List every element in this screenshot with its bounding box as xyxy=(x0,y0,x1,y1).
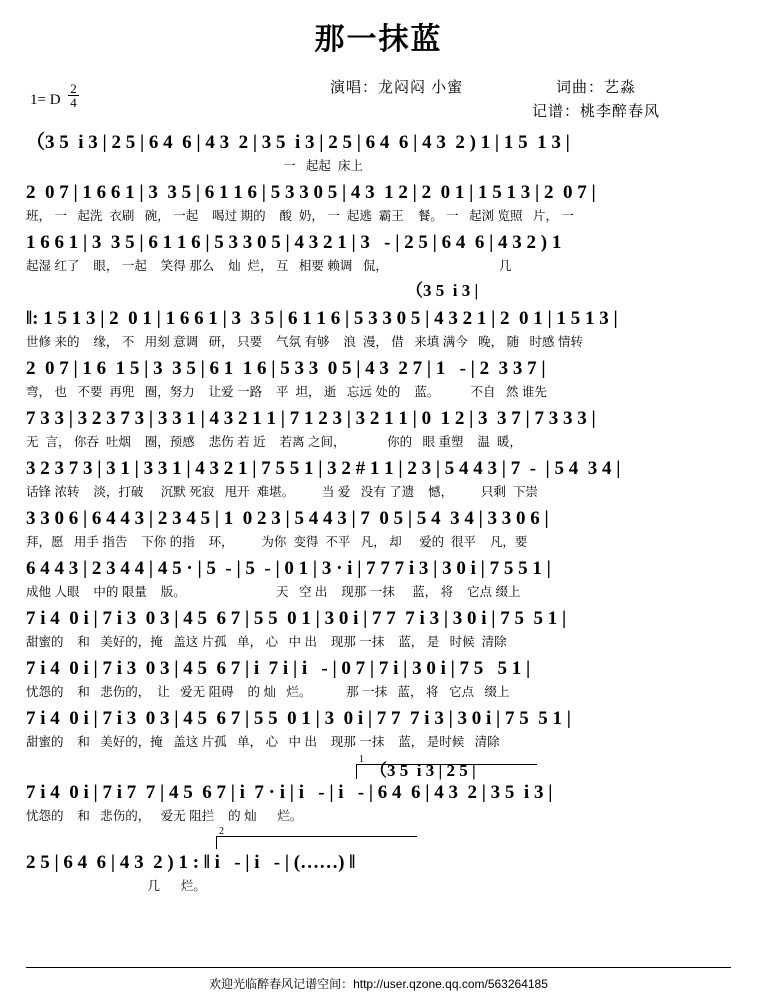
system-row-3 xyxy=(26,230,731,276)
interlude-notation-2: （3 5 i 3 | 2 5 | xyxy=(370,761,476,780)
system-row-5 xyxy=(26,356,731,402)
notation-line: （3 5 i 3 | 2 5 | 6 4 6 | 4 3 2 | 3 5 i 3 | 2 5 | 6 4 6 | 4 3 2 ) 1 | 1 5 1 3 | xyxy=(26,132,570,153)
notation-line: 7 i 4 0 i | 7 i 3 0 3 | 4 5 6 7 | 5 5 0 1 | 3 0 i | 7 7 7 i 3 | 3 0 i | 7 5 5 1 | xyxy=(26,708,571,729)
ending-2-row xyxy=(26,826,731,896)
lyric-line: 忧怨的 和 悲伤的， 爱无 阻拦 的 灿 烂。 xyxy=(26,809,303,823)
system-row-9 xyxy=(26,556,731,602)
notation-line: 7 i 4 0 i | 7 i 3 0 3 | 4 5 6 7 | i 7 i | i - | 0 7 | 7 i | 3 0 i | 7 5 5 1 | xyxy=(26,658,531,679)
system-row-11 xyxy=(26,656,731,702)
page-title: 那一抹蓝 xyxy=(314,23,443,56)
time-signature-numerator: 2 xyxy=(70,81,77,96)
lyric-line: 忧怨的 和 悲伤的， 让 爱无 阻碍 的 灿 烂。 那 一抹 蓝， 将 它点 缀上 xyxy=(26,685,510,699)
lyric-line: 班， 一 起洗 衣刷 碗， 一起 喝过 期的 酸 奶， 一 起逃 霸王 餐。 一 起浏 览照 片， 一 xyxy=(26,209,574,223)
notation-line: 7 i 4 0 i | 7 i 3 0 3 | 4 5 6 7 | 5 5 0 1 | 3 0 i | 7 7 7 i 3 | 3 0 i | 7 5 5 1 | xyxy=(26,608,567,629)
ending-1-row xyxy=(26,754,731,826)
notation-line: 3 2 3 7 3 | 3 1 | 3 3 1 | 4 3 2 1 | 7 5 5 1 | 3 2 # 1 1 | 2 3 | 5 4 4 3 | 7 - | 5 4 3 4 | xyxy=(26,458,621,479)
notation-line: 2 0 7 | 1 6 1 5 | 3 3 5 | 6 1 1 6 | 5 3 3 0 5 | 4 3 2 7 | 1 - | 2 3 3 7 | xyxy=(26,358,546,379)
lyric-line: 甜蜜的 和 美好的，掩 盖这 片孤 单， 心 中 出 现那 一抹 蓝， 是时候 清除 xyxy=(26,735,500,749)
notation-line: 1 6 6 1 | 3 3 5 | 6 1 1 6 | 5 3 3 0 5 | 4 3 2 1 | 3 - | 2 5 | 6 4 6 | 4 3 2 ) 1 xyxy=(26,232,562,253)
sheet-music-page xyxy=(0,14,757,1006)
system-row-8 xyxy=(26,506,731,552)
system-row-12 xyxy=(26,706,731,752)
lyric-line: 话锋 浓转 淡，打破 沉默 死寂 甩开 难堪。 当 爱 没有 了遗 憾， 只剩 下崇 xyxy=(26,485,538,499)
lyric-line: 起湿 红了 眼， 一起 笑得 那么 灿 烂， 互 相要 赖调 侃， 几 xyxy=(26,259,512,273)
lyric-line: 几 烂。 xyxy=(26,879,206,893)
notation-line: 3 3 0 6 | 6 4 4 3 | 2 3 4 5 | 1 0 2 3 | 5 4 4 3 | 7 0 5 | 5 4 3 4 | 3 3 0 6 | xyxy=(26,508,549,529)
system-row-10 xyxy=(26,606,731,652)
notation-line: 2 5 | 6 4 6 | 4 3 2 ) 1 : ‖ i - | i - | (……) ‖ xyxy=(26,852,356,873)
singer-credit: 演唱：龙闷闷 小蜜 xyxy=(330,79,464,96)
lyric-line: 弯， 也 不要 再兜 圈，努力 让爱 一路 平 坦， 逝 忘远 处的 蓝。 不自 然 谁先 xyxy=(26,385,547,399)
notation-line: 7 i 4 0 i | 7 i 7 7 | 4 5 6 7 | i 7 · i | i - | i - | 6 4 6 | 4 3 2 | 3 5 i 3 | xyxy=(26,782,553,803)
lyric-line: 无 言， 你吞 吐烟 圈，预感 悲伤 若 近 若离 之间， 你的 眼 重塑 温 暖， xyxy=(26,435,522,449)
lyric-line: 成他 人眼 中的 限量 版。 天 空 出 现那 一抹 蓝， 将 它点 缀上 xyxy=(26,585,521,599)
music-body xyxy=(0,130,757,896)
lyric-line: 甜蜜的 和 美好的，掩 盖这 片孤 单， 心 中 出 现那 一抹 蓝， 是 时候 清除 xyxy=(26,635,507,649)
system-row-1 xyxy=(26,130,731,176)
ending-bracket-number: 1 xyxy=(359,754,364,765)
system-row-6 xyxy=(26,406,731,452)
system-row-2 xyxy=(26,180,731,226)
composer-credit: 词曲：艺淼 xyxy=(556,79,637,96)
lyric-line: 一 起起 床上 xyxy=(26,159,363,173)
footer-text: 欢迎光临醉春风记谱空间：http://user.qzone.qq.com/563264185 xyxy=(209,977,548,991)
header-block xyxy=(0,60,757,126)
lyric-line: 世修 来的 缘， 不 用刻 意调 研， 只要 气氛 有够 浪 漫， 借 来填 满今 晚， 随 时感 情转 xyxy=(26,335,583,349)
notation-line: ‖: 1 5 1 3 | 2 0 1 | 1 6 6 1 | 3 3 5 | 6 1 1 6 | 5 3 3 0 5 | 4 3 2 1 | 2 0 1 | 1 5 1 3 | xyxy=(26,308,618,329)
notation-line: 2 0 7 | 1 6 6 1 | 3 3 5 | 6 1 1 6 | 5 3 3 0 5 | 4 3 1 2 | 2 0 1 | 1 5 1 3 | 2 0 7 | xyxy=(26,182,596,203)
notator-credit: 记谱：桃李醉春风 xyxy=(532,103,661,120)
notation-line: 7 3 3 | 3 2 3 7 3 | 3 3 1 | 4 3 2 1 1 | 7 1 2 3 | 3 2 1 1 | 0 1 2 | 3 3 7 | 7 3 3 3 | xyxy=(26,408,596,429)
time-signature xyxy=(68,82,79,109)
footer-divider xyxy=(26,967,731,968)
system-row-7 xyxy=(26,456,731,502)
lyric-line: 拜，愿 用手 指告 下你 的指 环， 为你 变得 不平 凡， 却 爱的 很平 凡，要 xyxy=(26,535,528,549)
interlude-notation: （3 5 i 3 | xyxy=(406,281,479,300)
system-row-4 xyxy=(26,306,731,352)
key-label: 1= D xyxy=(30,92,61,108)
ending-bracket-number-2: 2 xyxy=(219,826,224,837)
notation-line: 6 4 4 3 | 2 3 4 4 | 4 5 · | 5 - | 5 - | 0 1 | 3 · i | 7 7 7 i 3 | 3 0 i | 7 5 5 1 | xyxy=(26,558,551,579)
interlude-row-1 xyxy=(26,280,731,302)
time-signature-denominator: 4 xyxy=(70,95,77,110)
key-signature xyxy=(30,82,79,109)
